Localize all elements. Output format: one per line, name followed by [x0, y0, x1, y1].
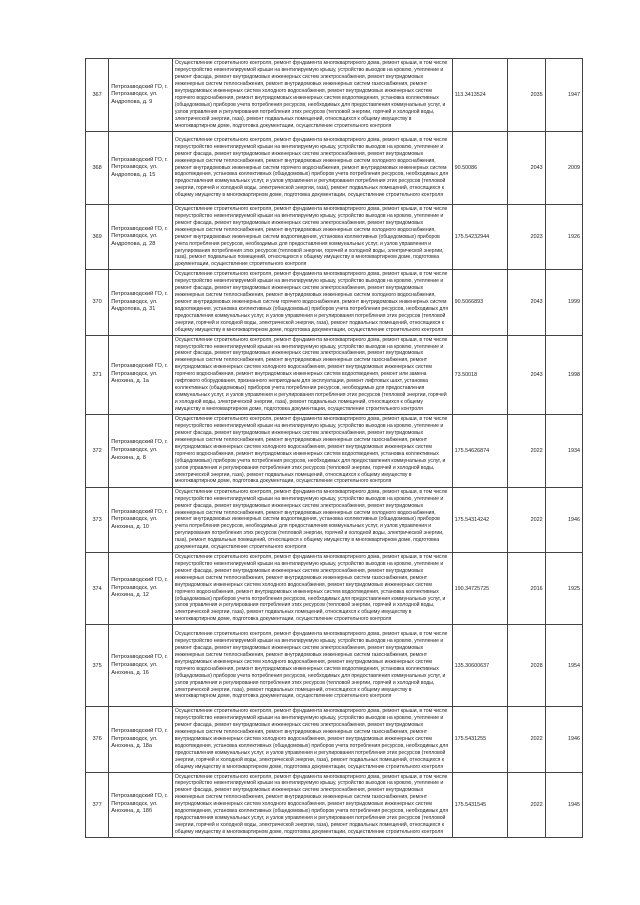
area-value-cell: 113.3413524 — [452, 59, 508, 132]
works-description-cell: Осуществление строительного контроля, ремонт фундамента многоквартирного дома, ремонт крыши, в том числе переустройство невентилируемой крыши на вентилируемую крышу, устройство выходов на кровлю, утепление и ремонт фасада, ремонт внутридомовых инженерных систем электроснабжения, ремонт внутридомовых инженерных систем теплоснабжения, ремонт внутридомовых инженерных систем газоснабжения, ремонт внутридомовых инженерных систем холодного водоснабжения, ремонт внутридомовых инженерных систем горячего водоснабжения, ремонт внутридомовых инженерных систем водоотведения, установка коллективных (общедомовых) приборов учета потребления ресурсов, необходимых для предоставления коммунальных услуг, и узлов управления и регулирования потребления этих ресурсов (тепловой энергии, горячей и холодной воды, электрической энергии, газа), ремонт подвальных помещений, относящихся к общему имуществу в многоквартирном доме, подготовка документации, осуществление строительного контроля — [172, 414, 452, 487]
row-number: 367 — [86, 59, 109, 132]
table-row — [86, 59, 583, 132]
build-year-cell: 1934 — [545, 414, 582, 487]
build-year-cell: 1926 — [545, 205, 582, 270]
works-description-cell: Осуществление строительного контроля, ремонт фундамента многоквартирного дома, ремонт крыши, в том числе переустройство невентилируемой крыши на вентилируемую крышу, устройство выходов на кровлю, утепление и ремонт фасада, ремонт внутридомовых инженерных систем электроснабжения, ремонт внутридомовых инженерных систем теплоснабжения, ремонт внутридомовых инженерных систем газоснабжения, ремонт внутридомовых инженерных систем холодного водоснабжения, ремонт внутридомовых инженерных систем горячего водоснабжения, ремонт внутридомовых инженерных систем водоотведения, установка коллективных (общедомовых) приборов учета потребления ресурсов, необходимых для предоставления коммунальных услуг, и узлов управления и регулирования потребления этих ресурсов (тепловой энергии, горячей и холодной воды, электрической энергии, газа), ремонт подвальных помещений, относящихся к общему имуществу в многоквартирном доме, подготовка документации, осуществление строительного контроля — [172, 625, 452, 707]
table-row — [86, 205, 583, 270]
build-year-cell: 1945 — [545, 772, 582, 837]
address-cell: Петрозаводский ГО, г. Петрозаводск, ул. Андропова, д. 9 — [109, 59, 173, 132]
area-value-cell: 175.5431255 — [452, 707, 508, 772]
build-year-cell: 1998 — [545, 335, 582, 414]
build-year-cell: 1946 — [545, 487, 582, 552]
housing-repair-table — [85, 58, 583, 838]
table-row — [86, 707, 583, 772]
build-year-cell: 1925 — [545, 553, 582, 625]
area-value-cell: 175.54232944 — [452, 205, 508, 270]
table-row — [86, 414, 583, 487]
address-cell: Петрозаводский ГО, г. Петрозаводск, ул. Анохина, д. 8 — [109, 414, 173, 487]
area-value-cell: 175.54626874 — [452, 414, 508, 487]
table-row — [86, 772, 583, 837]
planned-year-cell: 2035 — [508, 59, 545, 132]
works-description-cell: Осуществление строительного контроля, ремонт фундамента многоквартирного дома, ремонт крыши, в том числе переустройство невентилируемой крыши на вентилируемую крышу, устройство выходов на кровлю, утепление и ремонт фасада, ремонт внутридомовых инженерных систем электроснабжения, ремонт внутридомовых инженерных систем теплоснабжения, ремонт внутридомовых инженерных систем холодного водоснабжения, ремонт внутридомовых инженерных систем водоотведения, установка коллективных (общедомовых) приборов учета потребления ресурсов, необходимых для предоставления коммунальных услуг, и узлов управления и регулирования потребления этих ресурсов (тепловой энергии, горячей и холодной воды, электрической энергии, газа), ремонт подвальных помещений, относящихся к общему имуществу в многоквартирном доме, подготовка документации, осуществление строительного контроля — [172, 487, 452, 552]
address-cell: Петрозаводский ГО, г. Петрозаводск, ул. Анохина, д. 10 — [109, 487, 173, 552]
row-number: 371 — [86, 335, 109, 414]
works-description-cell: Осуществление строительного контроля, ремонт фундамента многоквартирного дома, ремонт крыши, в том числе переустройство невентилируемой крыши на вентилируемую крышу, устройство выходов на кровлю, утепление и ремонт фасада, ремонт внутридомовых инженерных систем электроснабжения, ремонт внутридомовых инженерных систем теплоснабжения, ремонт внутридомовых инженерных систем газоснабжения, ремонт внутридомовых инженерных систем холодного водоснабжения, ремонт внутридомовых инженерных систем водоотведения, установка коллективных (общедомовых) приборов учета потребления ресурсов, необходимых для предоставления коммунальных услуг, и узлов управления и регулирования потребления этих ресурсов (тепловой энергии, горячей и холодной воды, электрической энергии, газа), ремонт подвальных помещений, относящихся к общему имуществу в многоквартирном доме, подготовка документации, осуществление строительного контроля — [172, 707, 452, 772]
table-row — [86, 335, 583, 414]
build-year-cell: 1946 — [545, 707, 582, 772]
build-year-cell: 1947 — [545, 59, 582, 132]
row-number: 374 — [86, 553, 109, 625]
planned-year-cell: 2023 — [508, 205, 545, 270]
build-year-cell: 1999 — [545, 270, 582, 335]
address-cell: Петрозаводский ГО, г. Петрозаводск, ул. Анохина, д. 18а — [109, 707, 173, 772]
area-value-cell: 90.5066893 — [452, 270, 508, 335]
address-cell: Петрозаводский ГО, г. Петрозаводск, ул. Анохина, д. 12 — [109, 553, 173, 625]
works-description-cell: Осуществление строительного контроля, ремонт фундамента многоквартирного дома, ремонт крыши, в том числе переустройство невентилируемой крыши на вентилируемую крышу, устройство выходов на кровлю, утепление и ремонт фасада, ремонт внутридомовых инженерных систем электроснабжения, ремонт внутридомовых инженерных систем теплоснабжения, ремонт внутридомовых инженерных систем газоснабжения, ремонт внутридомовых инженерных систем холодного водоснабжения, ремонт внутридомовых инженерных систем горячего водоснабжения, ремонт внутридомовых инженерных систем водоотведения, ремонт или замена лифтового оборудования, признанного непригодным для эксплуатации, ремонт лифтовых шахт, установка коллективных (общедомовых) приборов учета потребления ресурсов, необходимых для предоставления коммунальных услуг, и узлов управления и регулирования потребления этих ресурсов (тепловой энергии, горячей и холодной воды, электрической энергии, газа), ремонт подвальных помещений, относящихся к общему имуществу в многоквартирном доме, подготовка документации, осуществление строительного контроля — [172, 335, 452, 414]
works-description-cell: Осуществление строительного контроля, ремонт фундамента многоквартирного дома, ремонт крыши, в том числе переустройство невентилируемой крыши на вентилируемую крышу, устройство выходов на кровлю, утепление и ремонт фасада, ремонт внутридомовых инженерных систем электроснабжения, ремонт внутридомовых инженерных систем теплоснабжения, ремонт внутридомовых инженерных систем холодного водоснабжения, ремонт внутридомовых инженерных систем водоотведения, установка коллективных (общедомовых) приборов учета потребления ресурсов, необходимых для предоставления коммунальных услуг, и узлов управления и регулирования потребления этих ресурсов (тепловой энергии, горячей и холодной воды, электрической энергии, газа), ремонт подвальных помещений, относящихся к общему имуществу в многоквартирном доме, подготовка документации, осуществление строительного контроля — [172, 205, 452, 270]
planned-year-cell: 2022 — [508, 487, 545, 552]
table-row — [86, 132, 583, 205]
planned-year-cell: 2043 — [508, 132, 545, 205]
planned-year-cell: 2022 — [508, 414, 545, 487]
row-number: 377 — [86, 772, 109, 837]
address-cell: Петрозаводский ГО, г. Петрозаводск, ул. Анохина, д. 1а — [109, 335, 173, 414]
address-cell: Петрозаводский ГО, г. Петрозаводск, ул. Андропова, д. 31 — [109, 270, 173, 335]
works-description-cell: Осуществление строительного контроля, ремонт фундамента многоквартирного дома, ремонт крыши, в том числе переустройство невентилируемой крыши на вентилируемую крышу, устройство выходов на кровлю, утепление и ремонт фасада, ремонт внутридомовых инженерных систем электроснабжения, ремонт внутридомовых инженерных систем теплоснабжения, ремонт внутридомовых инженерных систем газоснабжения, ремонт внутридомовых инженерных систем холодного водоснабжения, ремонт внутридомовых инженерных систем горячего водоснабжения, ремонт внутридомовых инженерных систем водоотведения, установка коллективных (общедомовых) приборов учета потребления ресурсов, необходимых для предоставления коммунальных услуг, и узлов управления и регулирования потребления этих ресурсов (тепловой энергии, горячей и холодной воды, электрической энергии, газа), ремонт подвальных помещений, относящихся к общему имуществу в многоквартирном доме, подготовка документации, осуществление строительного контроля — [172, 553, 452, 625]
table-row — [86, 553, 583, 625]
planned-year-cell: 2028 — [508, 625, 545, 707]
area-value-cell: 90.50086 — [452, 132, 508, 205]
works-description-cell: Осуществление строительного контроля, ремонт фундамента многоквартирного дома, ремонт крыши, в том числе переустройство невентилируемой крыши на вентилируемую крышу, устройство выходов на кровлю, утепление и ремонт фасада, ремонт внутридомовых инженерных систем электроснабжения, ремонт внутридомовых инженерных систем теплоснабжения, ремонт внутридомовых инженерных систем газоснабжения, ремонт внутридомовых инженерных систем холодного водоснабжения, ремонт внутридомовых инженерных систем горячего водоснабжения, ремонт внутридомовых инженерных систем водоотведения, установка коллективных (общедомовых) приборов учета потребления ресурсов, необходимых для предоставления коммунальных услуг, и узлов управления и регулирования потребления этих ресурсов (тепловой энергии, горячей и холодной воды, электрической энергии, газа), ремонт подвальных помещений, относящихся к общему имуществу в многоквартирном доме, подготовка документации, осуществление строительного контроля — [172, 59, 452, 132]
row-number: 368 — [86, 132, 109, 205]
row-number: 373 — [86, 487, 109, 552]
address-cell: Петрозаводский ГО, г. Петрозаводск, ул. Анохина, д. 18б — [109, 772, 173, 837]
address-cell: Петрозаводский ГО, г. Петрозаводск, ул. Андропова, д. 15 — [109, 132, 173, 205]
row-number: 375 — [86, 625, 109, 707]
build-year-cell: 1954 — [545, 625, 582, 707]
works-description-cell: Осуществление строительного контроля, ремонт фундамента многоквартирного дома, ремонт крыши, в том числе переустройство невентилируемой крыши на вентилируемую крышу, устройство выходов на кровлю, утепление и ремонт фасада, ремонт внутридомовых инженерных систем электроснабжения, ремонт внутридомовых инженерных систем теплоснабжения, ремонт внутридомовых инженерных систем холодного водоснабжения, ремонт внутридомовых инженерных систем горячего водоснабжения, ремонт внутридомовых инженерных систем водоотведения, установка коллективных (общедомовых) приборов учета потребления ресурсов, необходимых для предоставления коммунальных услуг, и узлов управления и регулирования потребления этих ресурсов (тепловой энергии, горячей и холодной воды, электрической энергии, газа), ремонт подвальных помещений, относящихся к общему имуществу в многоквартирном доме, подготовка документации, осуществление строительного контроля — [172, 270, 452, 335]
works-description-cell: Осуществление строительного контроля, ремонт фундамента многоквартирного дома, ремонт крыши, в том числе переустройство невентилируемой крыши на вентилируемую крышу, устройство выходов на кровлю, утепление и ремонт фасада, ремонт внутридомовых инженерных систем электроснабжения, ремонт внутридомовых инженерных систем теплоснабжения, ремонт внутридомовых инженерных систем газоснабжения, ремонт внутридомовых инженерных систем холодного водоснабжения, ремонт внутридомовых инженерных систем водоотведения, установка коллективных (общедомовых) приборов учета потребления ресурсов, необходимых для предоставления коммунальных услуг, и узлов управления и регулирования потребления этих ресурсов (тепловой энергии, горячей и холодной воды, электрической энергии, газа), ремонт подвальных помещений, относящихся к общему имуществу в многоквартирном доме, подготовка документации, осуществление строительного контроля — [172, 772, 452, 837]
planned-year-cell: 2043 — [508, 335, 545, 414]
planned-year-cell: 2022 — [508, 772, 545, 837]
planned-year-cell: 2022 — [508, 707, 545, 772]
works-description-cell: Осуществление строительного контроля, ремонт фундамента многоквартирного дома, ремонт крыши, в том числе переустройство невентилируемой крыши на вентилируемую крышу, устройство выходов на кровлю, утепление и ремонт фасада, ремонт внутридомовых инженерных систем электроснабжения, ремонт внутридомовых инженерных систем теплоснабжения, ремонт внутридомовых инженерных систем холодного водоснабжения, ремонт внутридомовых инженерных систем горячего водоснабжения, ремонт внутридомовых инженерных систем водоотведения, установка коллективных (общедомовых) приборов учета потребления ресурсов, необходимых для предоставления коммунальных услуг, и узлов управления и регулирования потребления этих ресурсов (тепловой энергии, горячей и холодной воды, электрической энергии, газа), ремонт подвальных помещений, относящихся к общему имуществу в многоквартирном доме, подготовка документации, осуществление строительного контроля — [172, 132, 452, 205]
address-cell: Петрозаводский ГО, г. Петрозаводск, ул. Анохина, д. 16 — [109, 625, 173, 707]
table-row — [86, 625, 583, 707]
area-value-cell: 175.54314242 — [452, 487, 508, 552]
row-number: 376 — [86, 707, 109, 772]
planned-year-cell: 2043 — [508, 270, 545, 335]
row-number: 369 — [86, 205, 109, 270]
planned-year-cell: 2016 — [508, 553, 545, 625]
build-year-cell: 2009 — [545, 132, 582, 205]
area-value-cell: 175.5431545 — [452, 772, 508, 837]
area-value-cell: 135.30600637 — [452, 625, 508, 707]
table-row — [86, 270, 583, 335]
row-number: 372 — [86, 414, 109, 487]
row-number: 370 — [86, 270, 109, 335]
area-value-cell: 190.34725725 — [452, 553, 508, 625]
address-cell: Петрозаводский ГО, г. Петрозаводск, ул. Андропова, д. 28 — [109, 205, 173, 270]
table-row — [86, 487, 583, 552]
area-value-cell: 73.50018 — [452, 335, 508, 414]
